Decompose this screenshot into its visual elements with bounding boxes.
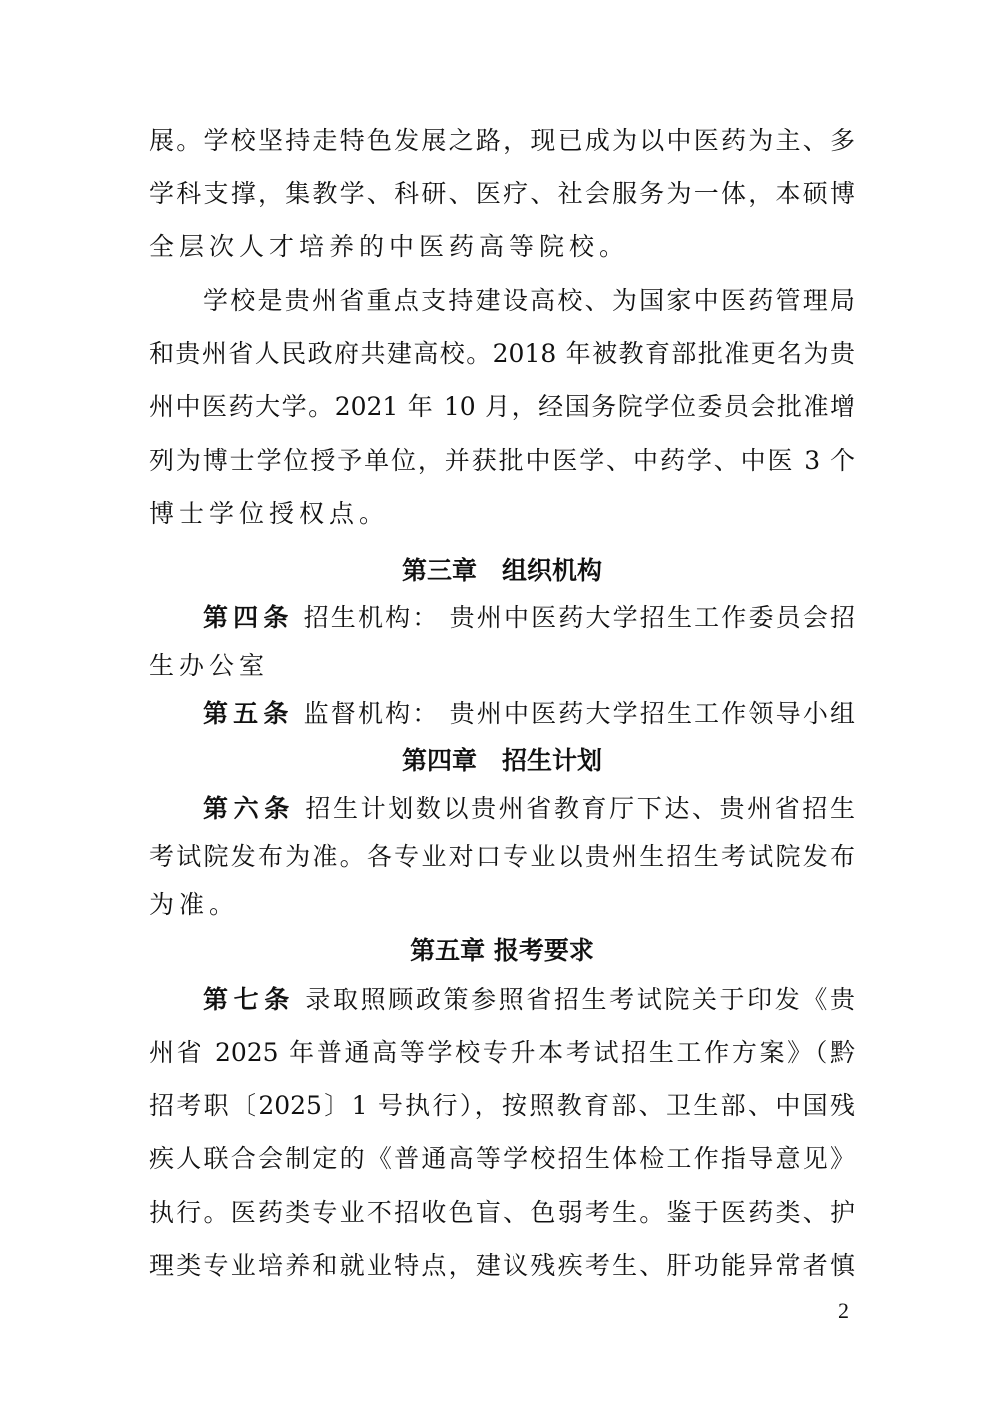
chapter-heading: 第四章 招生计划 <box>401 746 602 775</box>
paragraph-line: 全层次人才培养的中医药高等院校。 <box>149 232 630 261</box>
article-text: 招生机构： 贵州中医药大学招生工作委员会招 <box>303 603 855 632</box>
article-text: 监督机构： 贵州中医药大学招生工作领导小组 <box>303 699 855 728</box>
chapter-heading: 第三章 组织机构 <box>401 556 602 585</box>
chapter-heading: 第五章 报考要求 <box>410 936 594 965</box>
article-line: 生办公室 <box>149 651 270 680</box>
article-label: 第五条 <box>203 699 294 728</box>
article-line: 疾人联合会制定的《普通高等学校招生体检工作指导意见》 <box>149 1144 855 1173</box>
article-line: 理类专业培养和就业特点，建议残疾考生、肝功能异常者慎 <box>149 1251 855 1280</box>
article-line <box>203 601 855 635</box>
article-label: 第七条 <box>203 985 295 1014</box>
article-line: 招考职〔2025〕1 号执行），按照教育部、卫生部、中国残 <box>149 1091 855 1120</box>
article-line: 执行。医药类专业不招收色盲、色弱考生。鉴于医药类、护 <box>149 1198 855 1227</box>
paragraph-line: 学科支撑，集教学、科研、医疗、社会服务为一体，本硕博 <box>149 179 855 208</box>
article-line <box>203 792 855 826</box>
paragraph-line: 列为博士学位授予单位，并获批中医学、中药学、中医 3 个 <box>149 446 855 475</box>
article-line <box>203 697 855 731</box>
article-line: 考试院发布为准。各专业对口专业以贵州生招生考试院发布 <box>149 842 855 871</box>
paragraph-line: 和贵州省人民政府共建高校。2018 年被教育部批准更名为贵 <box>149 339 855 368</box>
article-line: 州省 2025 年普通高等学校专升本考试招生工作方案》（黔 <box>149 1038 855 1067</box>
article-line: 为准。 <box>149 890 240 919</box>
article-line <box>203 983 855 1017</box>
article-text: 招生计划数以贵州省教育厅下达、贵州省招生 <box>305 794 855 823</box>
paragraph-line: 学校是贵州省重点支持建设高校、为国家中医药管理局 <box>203 286 855 315</box>
page-number: 2 <box>838 1298 849 1323</box>
article-text: 录取照顾政策参照省招生考试院关于印发《贵 <box>305 985 855 1014</box>
paragraph-line: 州中医药大学。2021 年 10 月，经国务院学位委员会批准增 <box>149 392 855 421</box>
paragraph-line: 展。学校坚持走特色发展之路，现已成为以中医药为主、多 <box>149 126 855 155</box>
paragraph-line: 博士学位授权点。 <box>149 499 390 528</box>
article-label: 第六条 <box>203 794 295 823</box>
article-label: 第四条 <box>203 603 294 632</box>
